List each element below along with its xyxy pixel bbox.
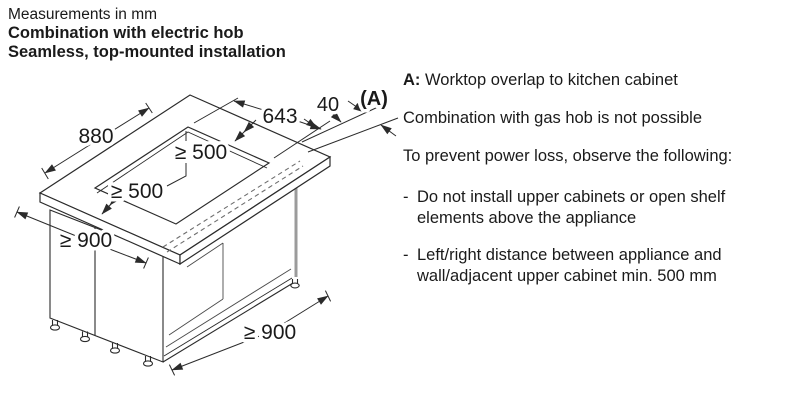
bullet-text-side-distance: Left/right distance between appliance and wall/adjacent upper cabinet min. 500 mm [417,246,722,285]
note-a-label: A: [403,71,421,89]
dim-40-label: 40 [316,94,340,116]
cabinet-bottom-edge-inner [164,278,292,356]
dim-a-ext-worktop [302,107,378,142]
bullet-dash: - [403,246,409,264]
title-line-installation: Seamless, top-mounted installation [8,43,286,61]
dim-a-ext-cabinet [308,118,398,152]
note-a-text: Worktop overlap to kitchen cabinet [420,71,678,89]
dim-900-front-label: ≥ 900 [59,229,113,252]
dim-880-label: 880 [78,125,114,148]
bullet-text-upper-cabinets: Do not install upper cabinets or open shelf elements above the appliance [417,188,726,227]
title-line-electric-hob: Combination with electric hob [8,24,244,42]
dim-900-side-label: ≥ 900 [243,321,297,344]
dim-500-front-label: ≥ 500 [110,180,164,203]
note-gas-hob: Combination with gas hob is not possible [403,109,703,127]
bullet-dash: - [403,188,409,206]
dim-643-label: 643 [262,105,298,128]
dim-500-back-label: ≥ 500 [174,141,228,164]
note-power-loss: To prevent power loss, observe the following: [403,147,733,165]
dim-overlap-a-label: (A) [360,88,388,110]
measurements-note: Measurements in mm [8,6,158,23]
